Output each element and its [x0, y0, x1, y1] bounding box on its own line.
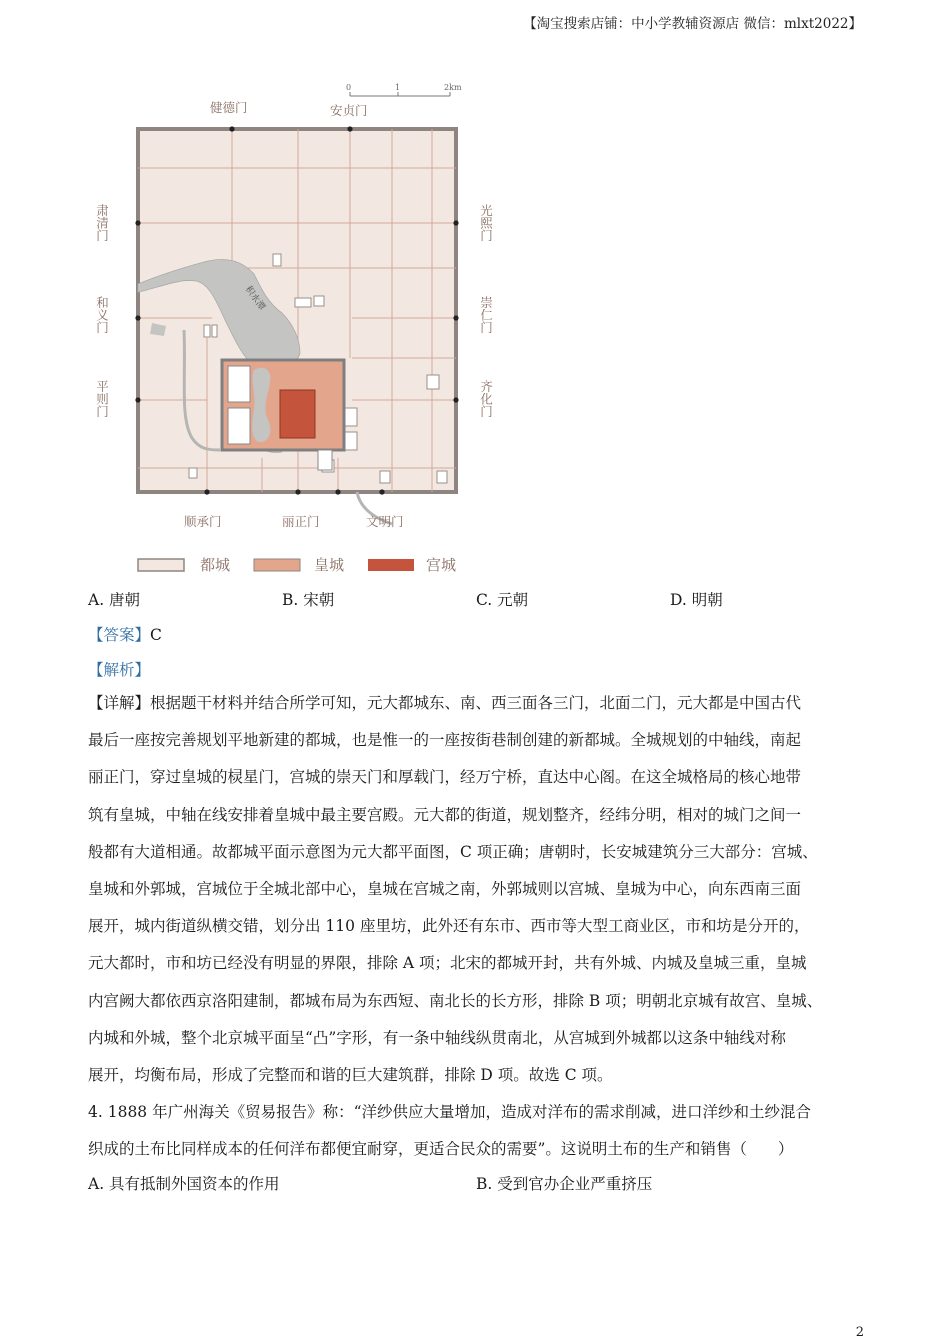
- question4-option-b[interactable]: B. 受到官办企业严重挤压: [476, 1175, 653, 1193]
- detail-line-1: 根据题干材料并结合所学可知，元大都城东、南、西三面各三门，北面二门，元大都是中国古代: [150, 694, 802, 712]
- gate-guangxi: 光熙门: [478, 204, 494, 242]
- page-header-watermark: 【淘宝搜索店铺：中小学教辅资源店 微信：mlxt2022】: [523, 16, 862, 32]
- detail-line-4: 筑有皇城，中轴在线安排着皇城中最主要宫殿。元大都的街道，规划整齐，经纬分明，相对的城门之间一: [88, 805, 802, 824]
- option-c[interactable]: C. 元朝: [476, 591, 529, 609]
- detail-line-3: 丽正门，穿过皇城的棂星门，宫城的崇天门和厚载门，经万宁桥，直达中心阁。在这全城格局的核心地带: [88, 768, 802, 787]
- lake-label: 积水潭: [242, 284, 267, 313]
- option-d[interactable]: D. 明朝: [670, 591, 723, 609]
- answer-label: 【答案】: [88, 626, 151, 644]
- gate-jiande: 健德门: [210, 100, 248, 115]
- detail-line-7: 展开，城内街道纵横交错，划分出 110 座里坊，此外还有东市、西市等大型工商业区，市和坊是分开的，: [88, 917, 810, 936]
- legend-imperial: 皇城: [314, 556, 345, 574]
- page-number: 2: [855, 1325, 864, 1340]
- analysis-label: 【解析】: [88, 661, 151, 679]
- gate-heyi: 和义门: [94, 296, 110, 334]
- scale-label-2: 2km: [444, 83, 462, 92]
- legend-palace: 宫城: [426, 556, 457, 574]
- question4-line-1: 4. 1888 年广州海关《贸易报告》称：“洋纱供应大量增加，造成对洋布的需求削减，进口洋纱和土纱混合: [88, 1103, 812, 1121]
- answer-line: [88, 623, 162, 645]
- detail-line-8: 元大都时，市和坊已经没有明显的界限，排除 A 项；北宋的都城开封，共有外城、内城及皇城三重，皇城: [88, 954, 807, 973]
- gate-anzhen: 安贞门: [330, 103, 368, 118]
- yuan-dadu-city-map: [92, 78, 512, 583]
- legend-capital: 都城: [200, 556, 231, 574]
- scale-bar: [346, 83, 462, 96]
- option-b[interactable]: B. 宋朝: [282, 591, 335, 609]
- option-a[interactable]: A. 唐朝: [88, 591, 141, 609]
- gate-shuncheng: 顺承门: [184, 514, 222, 529]
- analysis-line: [88, 658, 150, 680]
- question4-option-a[interactable]: A. 具有抵制外国资本的作用: [88, 1175, 280, 1193]
- gate-wenming: 文明门: [366, 514, 404, 529]
- question4-options: [88, 1172, 868, 1196]
- question4-line-2: 织成的土布比同样成本的任何洋布都便宜耐穿，更适合民众的需要”。这说明土布的生产和销售（ ）: [88, 1140, 794, 1158]
- scale-label-1: 1: [395, 83, 401, 92]
- detail-line-11: 展开，均衡布局，形成了完整而和谐的巨大建筑群，排除 D 项。故选 C 项。: [88, 1066, 613, 1085]
- gate-qihua: 齐化门: [478, 380, 494, 418]
- map-legend: [138, 556, 456, 574]
- gate-chongren: 崇仁门: [478, 296, 494, 334]
- detail-line-6: 皇城和外郭城，宫城位于全城北部中心，皇城在宫城之南，外郭城则以宫城、皇城为中心，向东西南三面: [88, 880, 802, 899]
- question3-options: [88, 588, 868, 612]
- detail-line-10: 内城和外城，整个北京城平面呈“凸”字形，有一条中轴线纵贯南北，从宫城到外城都以这条中轴线对称: [88, 1028, 786, 1047]
- gate-pingze: 平则门: [94, 380, 110, 418]
- palace-city-area: [280, 390, 315, 438]
- gate-lizheng: 丽正门: [282, 514, 320, 529]
- detail-label: 【详解】: [88, 694, 151, 712]
- detail-paragraph: [88, 685, 868, 1094]
- detail-line-5: 般都有大道相通。故都城平面示意图为元大都平面图，C 项正确；唐朝时，长安城建筑分三大部分：宫城、: [88, 842, 818, 861]
- gate-suqing: 肃清门: [94, 204, 110, 242]
- question4-stem: [88, 1094, 868, 1168]
- scale-label-0: 0: [346, 83, 352, 92]
- detail-line-9: 内宫阙大都依西京洛阳建制，都城布局为东西短、南北长的长方形，排除 B 项；明朝北京城有故宫、皇城、: [88, 991, 823, 1010]
- detail-line-2: 最后一座按完善规划平地新建的都城，也是惟一的一座按街巷制创建的新都城。全城规划的中轴线，南起: [88, 731, 802, 750]
- answer-value: C: [150, 626, 162, 644]
